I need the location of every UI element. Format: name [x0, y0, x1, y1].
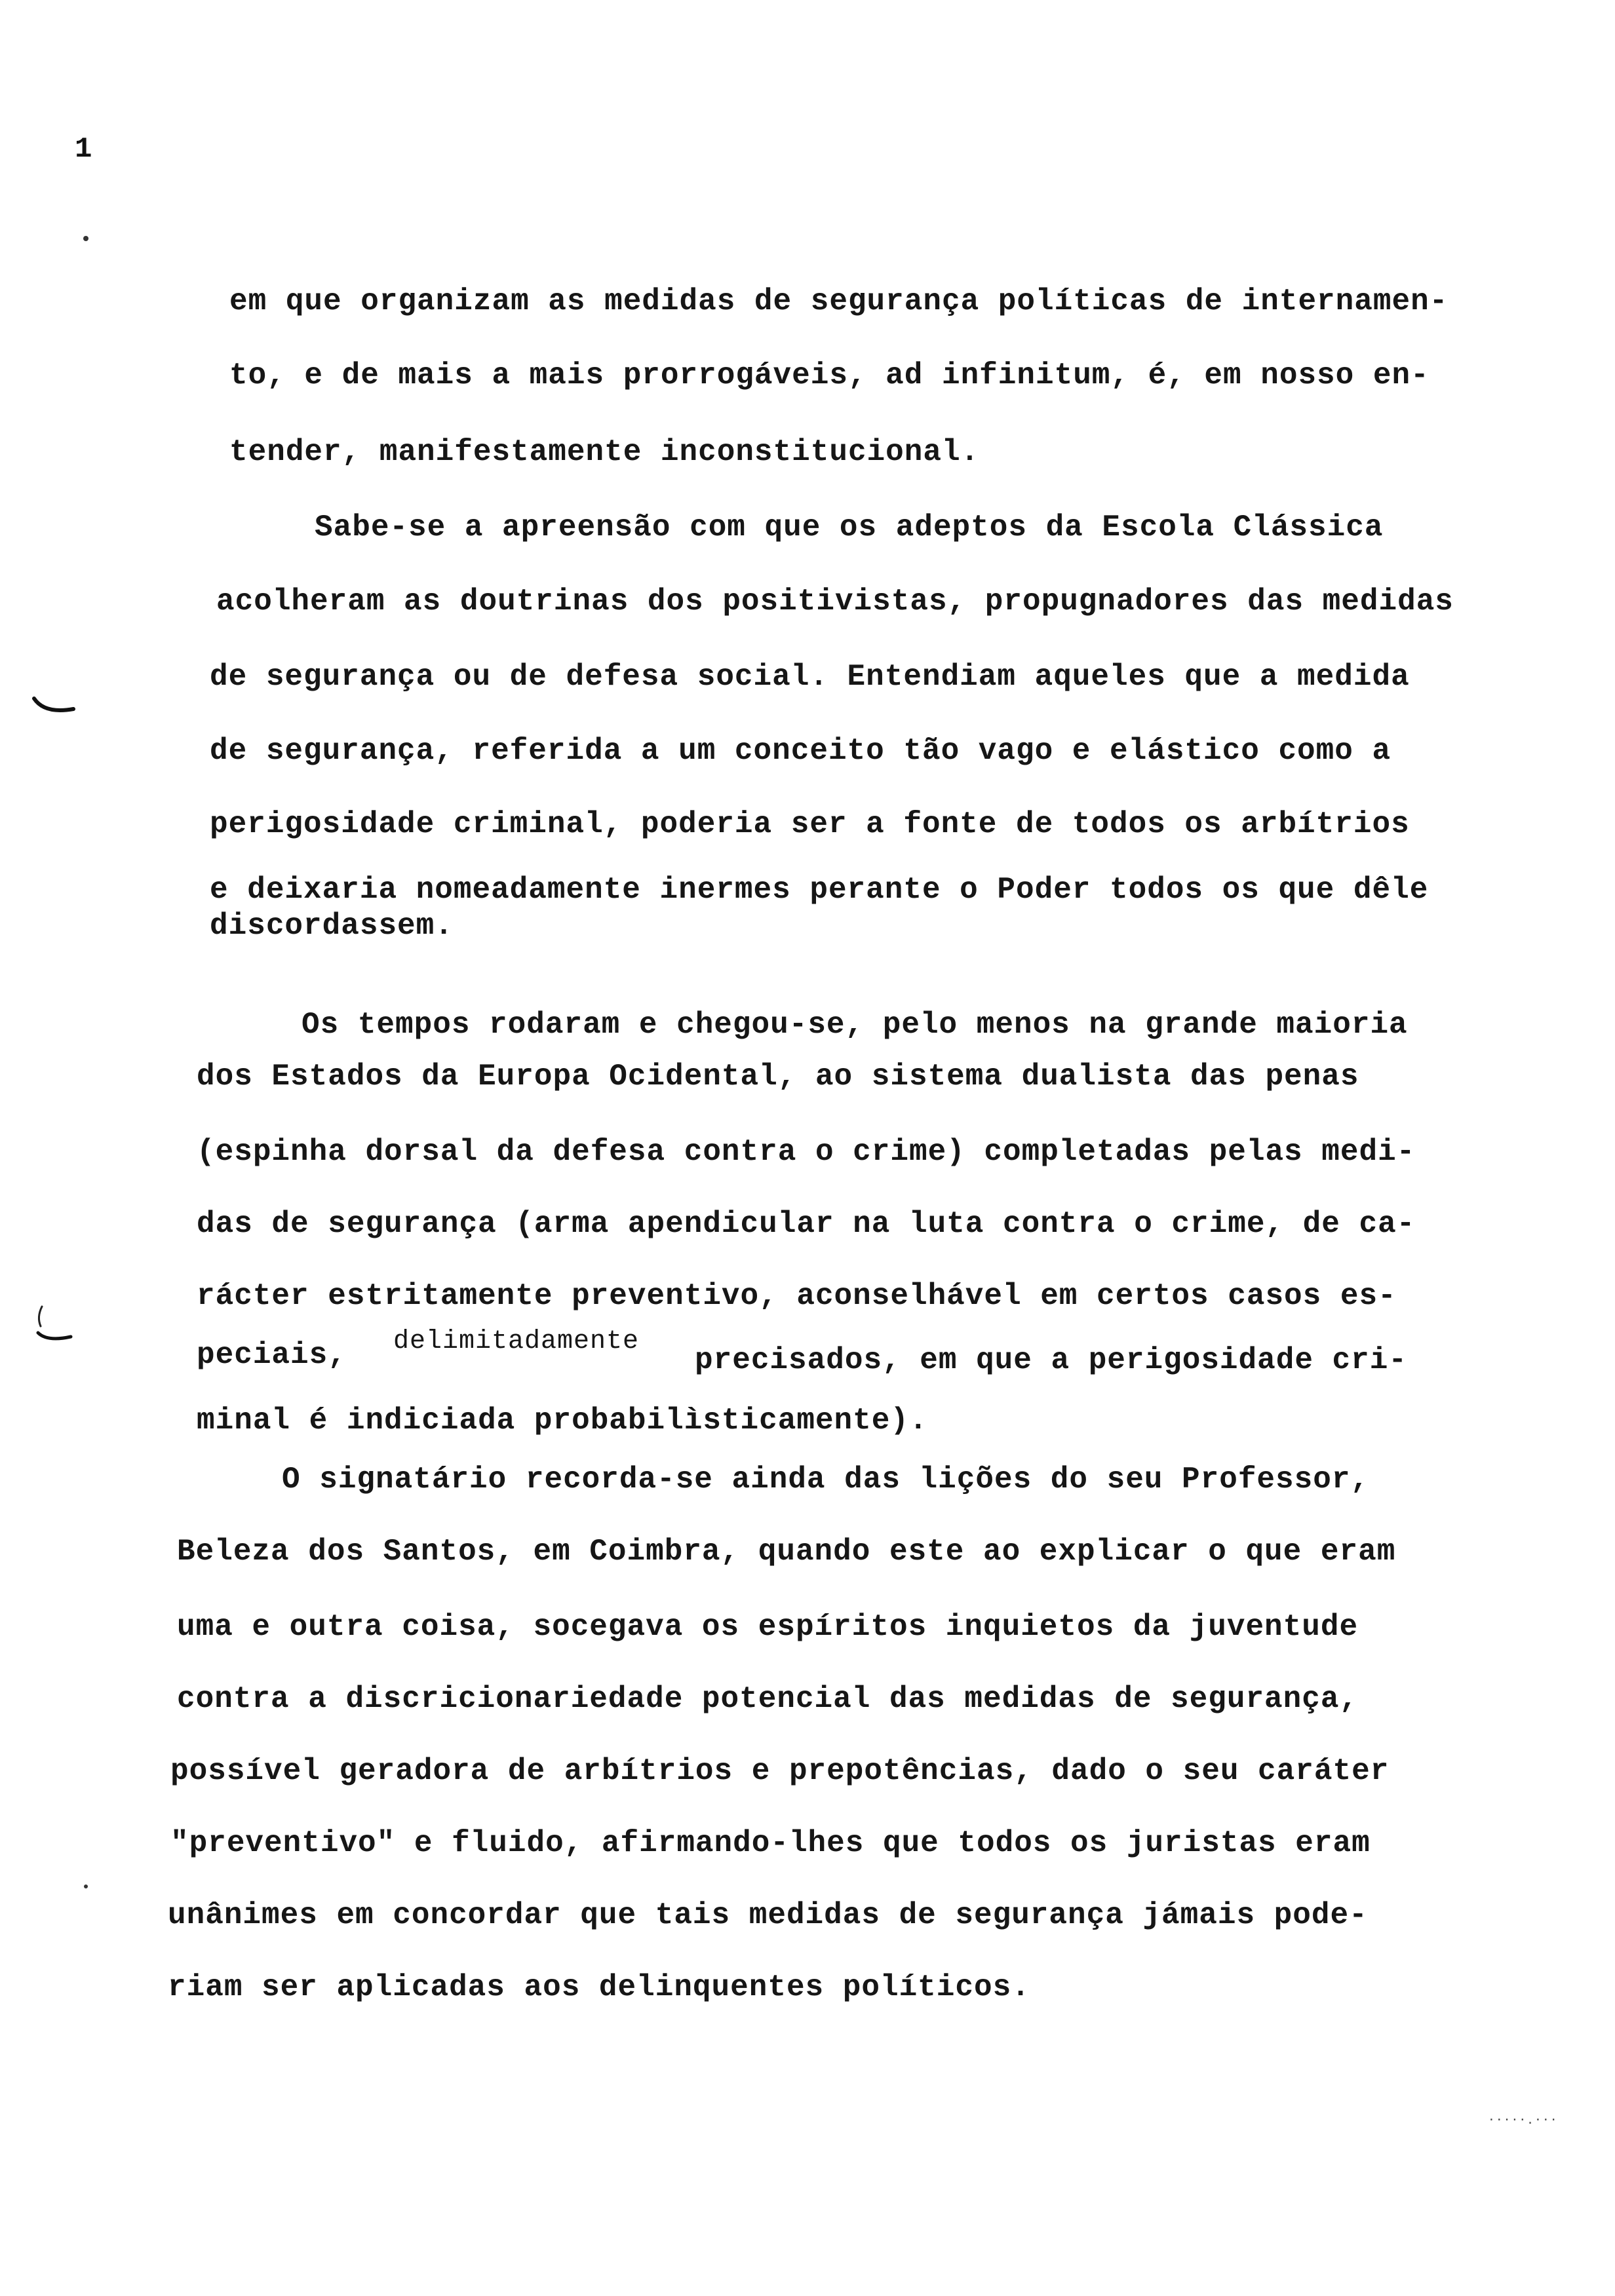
text-line: de segurança ou de defesa social. Entendiam aqueles que a medida	[210, 660, 1410, 694]
text-line: Sabe-se a apreensão com que os adeptos da Escola Clássica	[315, 510, 1384, 545]
text-line: em que organizam as medidas de segurança políticas de internamen-	[229, 284, 1449, 318]
text-line: to, e de mais a mais prorrogáveis, ad infinitum, é, em nosso en-	[229, 358, 1430, 392]
text-line: "preventivo" e fluido, afirmando-lhes que todos os juristas eram	[170, 1826, 1371, 1860]
text-line: perigosidade criminal, poderia ser a fonte de todos os arbítrios	[210, 807, 1410, 841]
text-line: minal é indiciada probabilìsticamente).	[197, 1404, 928, 1438]
text-line-insert: delimitadamente	[393, 1327, 640, 1356]
text-line: (espinha dorsal da defesa contra o crime) completadas pelas medi-	[197, 1135, 1416, 1169]
footer-code: ·····.···	[1488, 2113, 1558, 2127]
page-number: 1	[75, 133, 92, 166]
text-line: possível geradora de arbítrios e prepotências, dado o seu caráter	[170, 1754, 1390, 1788]
margin-mark-bottom	[34, 1304, 80, 1350]
text-line: riam ser aplicadas aos delinquentes políticos.	[168, 1970, 1030, 2004]
text-line: precisados, em que a perigosidade cri-	[695, 1343, 1407, 1377]
text-line: discordassem.	[210, 909, 454, 943]
text-line: uma e outra coisa, socegava os espíritos inquietos da juventude	[177, 1610, 1359, 1644]
text-line: e deixaria nomeadamente inermes perante o Poder todos os que dêle	[210, 873, 1429, 907]
text-line: O signatário recorda-se ainda das lições do seu Professor,	[282, 1463, 1370, 1497]
text-line: peciais,	[197, 1338, 347, 1372]
text-line: de segurança, referida a um conceito tão vago e elástico como a	[210, 734, 1391, 768]
text-line: Beleza dos Santos, em Coimbra, quando este ao explicar o que eram	[177, 1535, 1396, 1569]
ink-dot	[83, 236, 88, 241]
text-line: unânimes em concordar que tais medidas de segurança jámais pode-	[168, 1898, 1368, 1932]
margin-mark-top	[31, 695, 77, 721]
text-line: rácter estritamente preventivo, aconselhável em certos casos es-	[197, 1279, 1397, 1313]
text-line: contra a discricionariedade potencial das medidas de segurança,	[177, 1682, 1359, 1716]
text-line: acolheram as doutrinas dos positivistas, propugnadores das medidas	[216, 584, 1454, 619]
text-line: tender, manifestamente inconstitucional.	[229, 435, 980, 469]
text-line: dos Estados da Europa Ocidental, ao sistema dualista das penas	[197, 1060, 1359, 1094]
text-line: das de segurança (arma apendicular na luta contra o crime, de ca-	[197, 1207, 1416, 1241]
text-line: Os tempos rodaram e chegou-se, pelo menos na grande maioria	[302, 1008, 1408, 1042]
margin-dot	[84, 1885, 88, 1888]
